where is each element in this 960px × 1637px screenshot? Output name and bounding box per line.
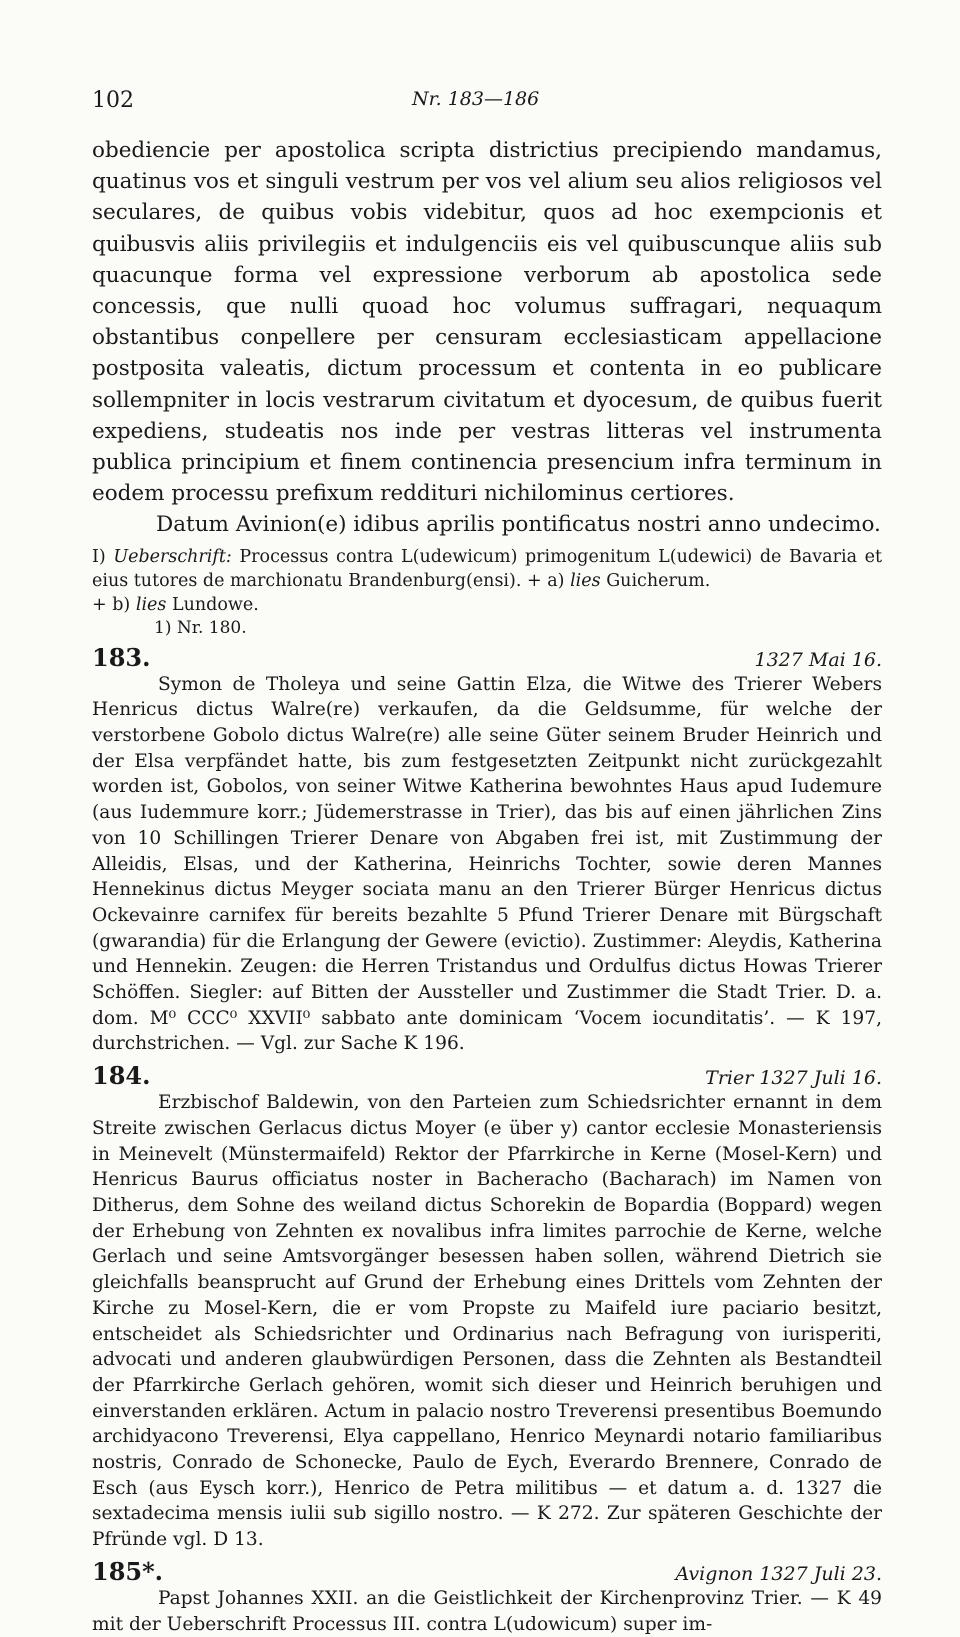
note-1 <box>92 545 882 593</box>
note-a-text: Guicherum. <box>606 570 711 591</box>
footnote: 1) Nr. 180. <box>154 617 247 638</box>
entry-text: Erzbischof Baldewin, von den Parteien zum Schiedsrichter ernannt in dem Streite zwischen Gerlacus dictus Moyer (e über y) cantor ecclesie Monasteriensis in Meinevelt (Münstermaifeld) Rektor der Pfarrkirche in Kerne (Mosel-Kern) und Henricus Baurus officiatus noster in Bacheracho (Bacharach) im Namen von Ditherus, dem Sohne des weiland dictus Schorekin de Bopardia (Boppard) wegen der Erhebung von Zehnten ex novalibus infra limites parrochie de Kerne, welche Gerlach und seine Amtsvorgänger besessen haben sollen, während Dietrich sie gleichfalls beansprucht auf Grund der Erhebung eines Drittels vom Zehnten der Kirche zu Mosel-Kern, die er vom Propste zu Maifeld iure paciario besitzt, entscheidet als Schiedsrichter und Ordinarius nach Befragung von iurisperiti, advocati und anderen glaubwürdigen Personen, dass die Zehnten als Bestandteil der Pfarrkirche Gerlach gehören, womit sich dieser und Heinrich beruhigen und einverstanden erklären. Actum in palacio nostro Treverensi presentibus Boemundo archidyacono Treverensi, Elya cappellano, Henrico Meynardi notario familiaribus nostris, Conrado de Schonecke, Paulo de Eych, Everardo Brennere, Conrado de Esch (aus Eysch korr.), Henrico de Petra militibus — et datum a. d. 1327 die sextadecima mensis iulii sub sigillo nostro. — K 272. Zur späteren Geschichte der Pfründe vgl. D 13. <box>92 1092 882 1551</box>
note-a-italic: lies <box>570 570 601 591</box>
note-b-label: + b) <box>92 594 131 615</box>
entry-date: Avignon 1327 Juli 23. <box>675 1562 882 1585</box>
entry-number: 183. <box>92 642 151 672</box>
section-range: Nr. 183—186 <box>412 88 540 110</box>
note-b-text: Lundowe. <box>171 594 259 615</box>
entry-185 <box>92 1557 882 1637</box>
continuation-paragraph: obediencie per apostolica scripta districtius precipiendo mandamus, quatinus vos et singuli vestrum per vos vel alium seu alios religiosos vel seculares, de quibus vobis videbitur, quos ad hoc exempcionis et quibusvis aliis privilegiis et indulgenciis eis vel quibuscunque aliis sub quacunque forma vel expressione verborum ab apostolica sede concessis, que nulli quoad hoc volumus suffragari, nequaqum obstantibus conpellere per censuram ecclesiasticam appellacione postposita valeatis, dictum processum et contenta in eo publicare sollempniter in locis vestrarum civitatum et dyocesum, de quibus fuerit expediens, studeatis nos inde per vestras litteras vel instrumenta publica principium et finem continencia presencium infra terminum in eodem processu prefixum reddituri nichilominus certiores. <box>92 138 882 507</box>
entry-date: 1327 Mai 16. <box>754 648 882 671</box>
page-number: 102 <box>92 88 134 113</box>
note-b <box>92 593 882 617</box>
note-1-text: Processus contra L(udewicum) primogenitum L(udewici) de Bavaria et eius tutores de marchionatu Brandenburg(ensi). <box>92 546 882 591</box>
running-head <box>92 88 882 118</box>
datum-line: Datum Avinion(e) idibus aprilis pontificatus nostri anno undecimo. <box>156 512 881 538</box>
entry-184 <box>92 1061 882 1553</box>
entry-date: Trier 1327 Juli 16. <box>705 1067 882 1090</box>
entry-number: 185*. <box>92 1556 164 1586</box>
entry-header <box>92 643 882 672</box>
note-a-label: + a) <box>527 570 565 591</box>
note-1-italic: Ueberschrift: <box>113 546 232 567</box>
main-text <box>92 135 882 1637</box>
entry-number: 184. <box>92 1061 151 1091</box>
note-b-italic: lies <box>135 594 167 615</box>
entry-header <box>92 1061 882 1090</box>
entry-text: Papst Johannes XXII. an die Geistlichkeit der Kirchenprovinz Trier. — K 49 mit der Ueberschrift Processus III. contra L(udowicum) super im- <box>92 1587 882 1635</box>
critical-notes <box>92 545 882 639</box>
entry-header <box>92 1557 882 1586</box>
entry-text: Symon de Tholeya und seine Gattin Elza, die Witwe des Trierer Webers Henricus dictus Walre(re) verkaufen, da die Geldsumme, für welche der verstorbene Gobolo dictus Walre(re) alle seine Güter seinem Bruder Heinrich und der Elsa verpfändet hatte, bis zum festgesetzten Zeitpunkt nicht zurückgezahlt worden ist, Gobolos, von seiner Witwe Katherina bewohntes Haus apud Iudemure (aus Iudemmure korr.; Jüdemerstrasse in Trier), das bis auf einen jährlichen Zins von 10 Schillingen Trierer Denare von Abgaben frei ist, mit Zustimmung der Alleidis, Elsas, und der Katherina, Heinrichs Tochter, sowie deren Mannes Hennekinus dictus Meyger sociata manu an den Trierer Bürger Henricus dictus Ockevainre carnifex für bereits bezahlte 5 Pfund Trierer Denare mit Bürgschaft (gwarandia) für die Erlangung der Gewere (evictio). Zustimmer: Aleydis, Katherina und Hennekin. Zeugen: die Herren Tristandus und Ordulfus dictus Howas Trierer Schöffen. Siegler: auf Bitten der Aussteller und Zustimmer die Stadt Trier. D. a. dom. M⁰ CCC⁰ XXVII⁰ sabbato ante dominicam ‘Vocem iocunditatis’. — K 197, durchstrichen. — Vgl. zur Sache K 196. <box>92 673 882 1055</box>
entry-183 <box>92 643 882 1058</box>
note-1-label: I) <box>92 546 106 567</box>
